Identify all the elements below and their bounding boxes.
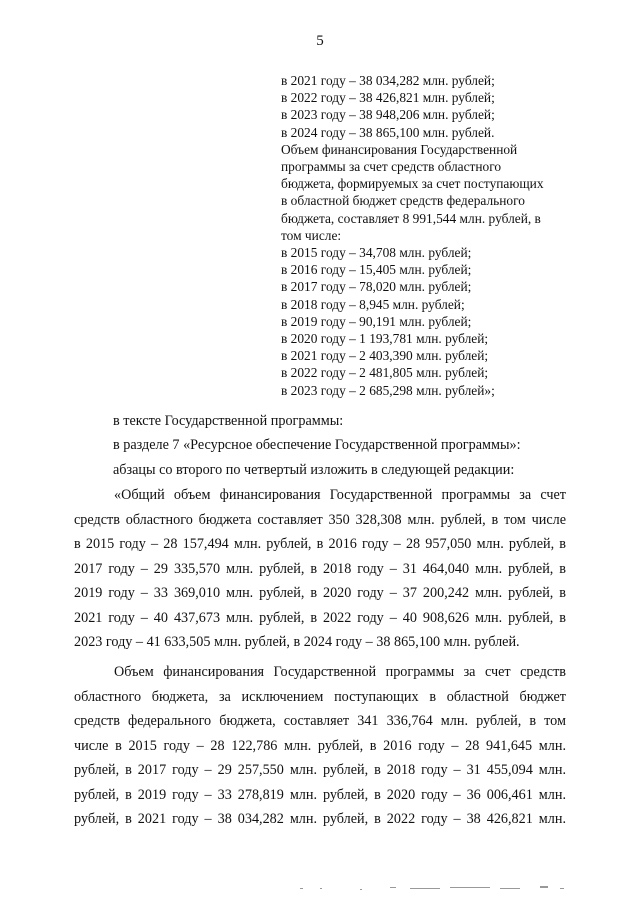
intro-line: абзацы со второго по четвертый изложить в следующей редакции: [113,462,515,478]
paragraph-line: программы за счет средств областного [281,159,502,175]
paragraph-line: 2023 году – 41 633,505 млн. рублей, в 2024 году – 38 865,100 млн. рублей. [74,634,520,650]
paragraph-line: рублей, в 2017 году – 29 257,550 млн. рублей, в 2018 году – 31 455,094 млн. [74,762,566,778]
year-line: в 2021 году – 38 034,282 млн. рублей; [281,73,495,88]
intro-line: в тексте Государственной программы: [113,413,344,429]
year-line: в 2022 году – 2 481,805 млн. рублей; [281,365,489,381]
paragraph-line: бюджета, формируемых за счет поступающих [281,176,544,192]
federal-funding-paragraph [281,141,573,244]
paragraph-line: том числе: [281,227,342,243]
regional-funding-paragraph [74,660,566,832]
year-line: в 2023 году – 38 948,206 млн. рублей; [281,107,495,123]
paragraph-line: Объем финансирования Государственной программы за счет средств [114,664,566,680]
paragraph-line: Объем финансирования Государственной [281,141,518,157]
intro-line: в разделе 7 «Ресурсное обеспечение Государственной программы»: [113,437,521,453]
paragraph-line: средств федерального бюджета, составляет 341 336,764 млн. рублей, в том [74,713,566,729]
paragraph-line: 2017 году – 29 335,570 млн. рублей, в 2018 году – 31 464,040 млн. рублей, в [74,560,566,577]
year-line: в 2016 году – 15,405 млн. рублей; [281,262,472,278]
year-line: в 2020 году – 1 193,781 млн. рублей; [281,331,489,347]
year-line: в 2022 году – 38 426,821 млн. рублей; [281,90,495,106]
paragraph-line: 2019 году – 33 369,010 млн. рублей, в 2020 году – 37 200,242 млн. рублей, в [74,585,566,601]
paragraph-line: средств областного бюджета составляет 350 328,308 млн. рублей, в том числе [74,511,566,528]
page-number: 5 [316,33,324,49]
paragraph-line: в 2015 году – 28 157,494 млн. рублей, в 2016 году – 28 957,050 млн. рублей, в [74,536,566,552]
scan-noise-decoration [300,883,590,893]
paragraph-line: рублей, в 2021 году – 38 034,282 млн. рублей, в 2022 году – 38 426,821 млн. [74,811,566,827]
year-line: в 2015 году – 34,708 млн. рублей; [281,245,472,261]
paragraph-line: «Общий объем финансирования Государственной программы за счет [114,487,566,503]
paragraph-line: 2021 году – 40 437,673 млн. рублей, в 2022 году – 40 908,626 млн. рублей, в [74,609,566,626]
year-line: в 2018 году – 8,945 млн. рублей; [281,296,465,312]
paragraph-line: числе в 2015 году – 28 122,786 млн. рублей, в 2016 году – 28 941,645 млн. [74,737,566,754]
paragraph-line: областного бюджета, за исключением поступающих в областной бюджет [74,688,566,705]
funding-by-year-column [281,72,573,399]
paragraph-line: в областной бюджет средств федерального [281,193,525,209]
total-funding-paragraph [74,483,566,655]
year-line: в 2023 году – 2 685,298 млн. рублей»; [281,382,495,398]
year-line: в 2017 году – 78,020 млн. рублей; [281,279,472,295]
year-line: в 2021 году – 2 403,390 млн. рублей; [281,348,489,364]
paragraph-line: бюджета, составляет 8 991,544 млн. рублей, в [281,210,541,226]
year-line: в 2024 году – 38 865,100 млн. рублей. [281,124,495,140]
paragraph-line: рублей, в 2019 году – 33 278,819 млн. рублей, в 2020 году – 36 006,461 млн. [74,786,566,803]
year-line: в 2019 году – 90,191 млн. рублей; [281,313,472,329]
